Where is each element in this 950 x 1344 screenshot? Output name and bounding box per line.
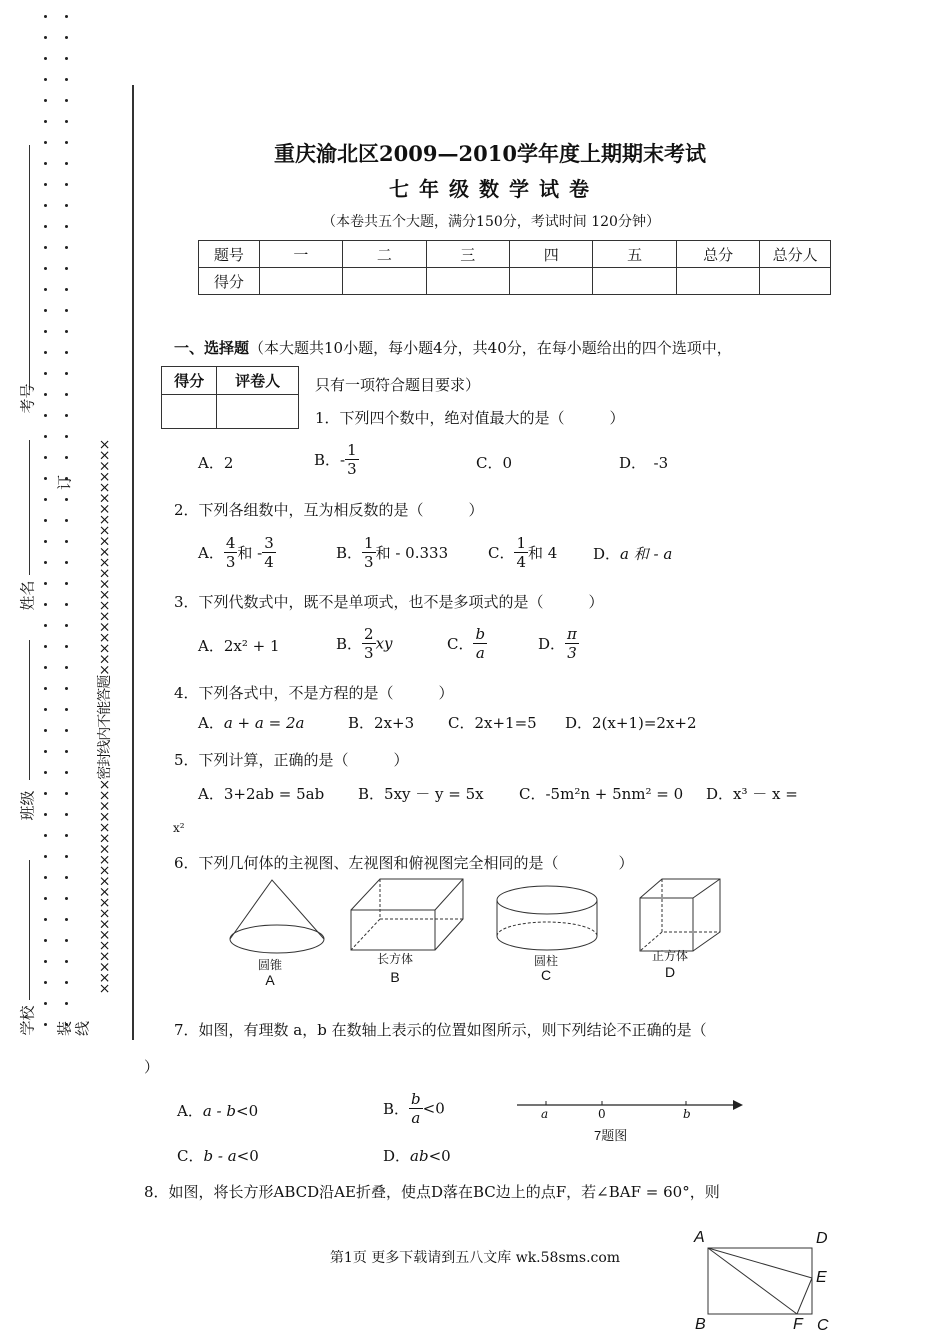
q2-c-frac [514, 534, 528, 571]
q4-stem: 4．下列各式中，不是方程的是（ ） [174, 684, 454, 702]
exam-no-label: 考号 [18, 383, 37, 414]
binding-dot [44, 246, 47, 249]
binding-dot [44, 99, 47, 102]
number-line-arrow [733, 1100, 743, 1110]
point-d-label: D [816, 1230, 828, 1247]
q7-stem-cont: ） [144, 1058, 160, 1076]
q6-stem: 6．下列几何体的主视图、左视图和俯视图完全相同的是（ ） [174, 854, 634, 872]
frac-den: a [475, 644, 485, 662]
frac-num: 3 [264, 534, 274, 552]
option-prefix: D． [383, 1147, 411, 1165]
score-cell: 二 [343, 241, 426, 268]
binding-dot [65, 687, 68, 690]
score-input-cell[interactable] [510, 268, 593, 295]
binding-dot [44, 57, 47, 60]
frac-den: 3 [347, 460, 357, 478]
axis-label-a: a [541, 1107, 549, 1121]
binding-dot [44, 750, 47, 753]
binding-dot [44, 813, 47, 816]
binding-dot [44, 582, 47, 585]
binding-dot [44, 561, 47, 564]
score-cell: 三 [426, 241, 509, 268]
binding-dot [44, 939, 47, 942]
binding-dot [65, 729, 68, 732]
binding-dot [44, 351, 47, 354]
binding-dot [65, 36, 68, 39]
binding-dot [65, 876, 68, 879]
option-text: <0 [236, 1102, 259, 1120]
q1-option-a: A．2 [198, 454, 234, 472]
axis-label-b: b [683, 1107, 691, 1121]
class-line [29, 640, 30, 780]
q2-a-frac1 [224, 534, 238, 571]
binding-dot [65, 561, 68, 564]
binding-dot [65, 855, 68, 858]
grader-box [161, 366, 299, 429]
binding-dot [65, 372, 68, 375]
class-label: 班级 [18, 790, 37, 821]
shape-b-letter: B [390, 969, 400, 985]
binding-dot [65, 204, 68, 207]
option-text: ab [410, 1147, 429, 1165]
option-text: <0 [422, 1099, 445, 1118]
point-f-label: F [793, 1316, 803, 1333]
score-input-cell[interactable] [426, 268, 509, 295]
frac-num: 1 [347, 441, 357, 459]
frac-den: 4 [516, 553, 527, 571]
q1-option-b [314, 441, 359, 478]
option-prefix: C． [488, 544, 515, 562]
q7-option-a [177, 1100, 258, 1121]
q3-b-frac [362, 625, 376, 662]
section1-instructions-cont: 只有一项符合题目要求） [315, 376, 481, 394]
binding-dot [44, 120, 47, 123]
frac-num: 4 [225, 534, 236, 552]
xian-label: 线 [73, 1021, 92, 1037]
score-table-header-row [199, 241, 831, 268]
binding-dot [65, 603, 68, 606]
q2-option-a [198, 534, 276, 571]
binding-dot [44, 78, 47, 81]
section1-heading-line [174, 337, 732, 358]
cylinder-shape [497, 886, 597, 950]
binding-dot [65, 456, 68, 459]
option-prefix: D． [538, 635, 566, 653]
point-b-label: B [695, 1316, 706, 1333]
score-input-cell[interactable] [259, 268, 342, 295]
binding-dot [65, 414, 68, 417]
q1-stem: 1．下列四个数中，绝对值最大的是（ ） [315, 409, 625, 427]
option-text: b - a [203, 1147, 237, 1165]
option-prefix: C． [447, 635, 474, 653]
ding-label: 订 [55, 475, 74, 491]
name-line [29, 440, 30, 575]
q7-b-frac [409, 1090, 423, 1127]
option-prefix: D． [593, 545, 621, 563]
q2-option-c [488, 534, 557, 571]
option-text: <0 [236, 1147, 259, 1165]
frac-num: b [411, 1090, 421, 1108]
binding-dot [65, 15, 68, 18]
binding-dot [65, 1002, 68, 1005]
binding-dot [65, 330, 68, 333]
score-cell: 一 [259, 241, 342, 268]
binding-dot [65, 897, 68, 900]
q7-option-d [383, 1145, 451, 1166]
shape-a-letter: A [265, 972, 275, 988]
frac-num: 1 [516, 534, 527, 552]
q2-option-d [593, 543, 672, 564]
seal-warning-text: ××××××××××××××××××××密封线内不能答题×××××××××××××××××××××× [97, 439, 113, 995]
binding-dot [44, 771, 47, 774]
binding-dot [44, 897, 47, 900]
binding-dot [44, 330, 47, 333]
binding-dot [65, 498, 68, 501]
q4-option-b: B．2x+3 [348, 714, 415, 732]
frac-den: 3 [364, 553, 374, 571]
shape-c-letter: C [540, 967, 552, 983]
score-cell: 总分人 [760, 241, 831, 268]
binding-dot [44, 855, 47, 858]
option-text: a - b [202, 1102, 236, 1120]
frac-den: a [411, 1109, 421, 1127]
binding-dot [65, 918, 68, 921]
score-input-cell[interactable] [676, 268, 759, 295]
frac-num: 1 [364, 534, 374, 552]
binding-dot [44, 15, 47, 18]
binding-dot [44, 729, 47, 732]
binding-dot [44, 645, 47, 648]
segment-fe [797, 1278, 812, 1314]
binding-dot [65, 981, 68, 984]
q3-option-c [447, 625, 487, 662]
binding-dot [44, 519, 47, 522]
score-cell: 五 [593, 241, 676, 268]
axis-label-zero: 0 [598, 1107, 606, 1121]
score-cell: 题号 [199, 241, 260, 268]
q7-option-c [177, 1145, 259, 1166]
binding-dot [65, 666, 68, 669]
binding-dot [65, 540, 68, 543]
q7-stem: 7．如图，有理数 a，b 在数轴上表示的位置如图所示，则下列结论不正确的是（ [174, 1021, 707, 1039]
score-table-score-row [199, 268, 831, 295]
frac-num: 2 [364, 625, 374, 643]
q2-a-frac2 [262, 534, 276, 571]
binding-dot [44, 456, 47, 459]
q5-option-d-cont: x² [173, 821, 185, 835]
q5-option-c: C．-5m²n + 5nm² = 0 [519, 785, 684, 803]
binding-dot [44, 960, 47, 963]
frac-den: 4 [264, 553, 274, 571]
q2-option-b [336, 534, 448, 571]
shape-c-name: 圆柱 [533, 954, 558, 968]
option-prefix: B． [383, 1100, 410, 1118]
binding-dot [65, 99, 68, 102]
score-input-cell[interactable] [593, 268, 676, 295]
score-input-cell[interactable] [760, 268, 831, 295]
exam-subtitle: 七年级数学试卷 [389, 177, 599, 201]
frac-num: π [567, 625, 577, 643]
binding-dot [65, 309, 68, 312]
binding-dot [44, 708, 47, 711]
binding-dot [65, 813, 68, 816]
binding-dot [65, 120, 68, 123]
binding-dot [65, 246, 68, 249]
option-prefix: C． [177, 1147, 204, 1165]
q2-stem: 2．下列各组数中，互为相反数的是（ ） [174, 501, 484, 519]
binding-dot [65, 750, 68, 753]
binding-dot [65, 288, 68, 291]
shape-d-name: 正方体 [651, 949, 688, 963]
binding-dot [65, 960, 68, 963]
point-c-label: C [817, 1317, 829, 1334]
binding-dot [44, 540, 47, 543]
binding-dot [44, 372, 47, 375]
binding-dot [44, 435, 47, 438]
grader-score-label: 得分 [162, 367, 217, 395]
binding-dot [44, 36, 47, 39]
score-cell: 四 [510, 241, 593, 268]
binding-dot [44, 624, 47, 627]
binding-dot [44, 981, 47, 984]
binding-dot [44, 204, 47, 207]
q5-option-d: D．x³ － x = [706, 785, 798, 803]
binding-dot [44, 309, 47, 312]
q4-option-c: C．2x+1=5 [448, 714, 537, 732]
score-row-label: 得分 [199, 268, 260, 295]
school-line [29, 860, 30, 1000]
binding-dot [44, 834, 47, 837]
frac-den: 3 [225, 553, 236, 571]
binding-dot [65, 582, 68, 585]
q2-b-frac [362, 534, 376, 571]
school-label: 学校 [18, 1005, 37, 1036]
binding-dot [44, 498, 47, 501]
q7-number-line [515, 1096, 745, 1116]
score-cell: 总分 [676, 241, 759, 268]
q4-option-d: D．2(x+1)=2x+2 [565, 714, 697, 732]
grader-name-cell[interactable] [217, 395, 299, 429]
q1-option-c: C．0 [476, 454, 513, 472]
binding-dot [44, 666, 47, 669]
binding-dot [65, 939, 68, 942]
q7-figure-caption: 7题图 [594, 1128, 628, 1143]
exam-note: （本卷共五个大题，满分150分，考试时间 120分钟） [322, 214, 660, 230]
q3-stem: 3．下列代数式中，既不是单项式，也不是多项式的是（ ） [174, 593, 604, 611]
option-text: a 和 - a [620, 545, 673, 563]
option-prefix: B． [336, 544, 363, 562]
option-text: 和 - 0.333 [375, 544, 449, 562]
grader-label: 评卷人 [217, 367, 299, 395]
shape-b-name: 长方体 [376, 952, 413, 966]
q3-option-d [538, 625, 579, 662]
binding-dot [44, 876, 47, 879]
binding-dot [65, 834, 68, 837]
option-text: <0 [428, 1147, 451, 1165]
q3-c-frac [473, 625, 487, 662]
binding-dot [44, 1023, 47, 1026]
binding-dot [44, 792, 47, 795]
q1-b-prefix: B．- [314, 451, 346, 469]
q5-stem: 5．下列计算，正确的是（ ） [174, 751, 409, 769]
frac-num: b [475, 625, 486, 643]
shape-a-name: 圆锥 [257, 958, 282, 972]
binding-dot [65, 645, 68, 648]
option-text: 和 - [237, 544, 263, 562]
binding-dot [65, 624, 68, 627]
binding-dot [65, 351, 68, 354]
option-prefix: A． [198, 714, 224, 732]
q5-option-a: A．3+2ab = 5ab [198, 785, 325, 803]
binding-dot [65, 435, 68, 438]
binding-dot [44, 267, 47, 270]
binding-dot [44, 414, 47, 417]
q4-option-a [198, 712, 304, 733]
grader-score-cell[interactable] [162, 395, 217, 429]
point-a-label: A [694, 1229, 705, 1246]
cube-shape [640, 879, 720, 951]
frac-den: 3 [567, 644, 577, 662]
score-table [198, 240, 831, 295]
q3-d-frac [565, 625, 579, 662]
q3-option-b [336, 625, 393, 662]
option-text: 和 4 [528, 544, 558, 562]
cuboid-shape [351, 879, 463, 950]
binding-dot [65, 57, 68, 60]
binding-dot [44, 687, 47, 690]
cone-shape [230, 880, 324, 953]
binding-dot [44, 288, 47, 291]
q1-b-fraction [345, 441, 359, 478]
q1-option-d: D． -3 [619, 454, 669, 472]
binding-dot [44, 1002, 47, 1005]
binding-dot [65, 519, 68, 522]
page-footer: 第1页 更多下载请到五八文库 wk.58sms.com [329, 1250, 621, 1266]
q3-option-a: A．2x² + 1 [198, 637, 280, 655]
section1-instructions: （本大题共10小题，每小题4分，共40分，在每小题给出的四个选项中， [249, 339, 732, 357]
binding-dot [65, 393, 68, 396]
binding-dot [65, 78, 68, 81]
binding-dot [65, 267, 68, 270]
shape-d-letter: D [664, 964, 676, 980]
name-label: 姓名 [18, 580, 37, 611]
q7-option-b [383, 1090, 445, 1127]
binding-dot [44, 603, 47, 606]
binding-dot [44, 477, 47, 480]
zhuang-label: 装 [55, 1021, 74, 1037]
binding-dot [65, 771, 68, 774]
option-text: a + a = 2a [223, 714, 305, 732]
score-input-cell[interactable] [343, 268, 426, 295]
binding-dot [65, 708, 68, 711]
section1-heading: 一、选择题 [174, 339, 250, 357]
option-prefix: B． [336, 635, 363, 653]
q5-option-b: B．5xy － y = 5x [358, 785, 484, 803]
binding-dot [65, 792, 68, 795]
option-text: xy [375, 634, 393, 653]
binding-dot [44, 393, 47, 396]
option-prefix: A． [198, 544, 224, 562]
option-prefix: A． [177, 1102, 203, 1120]
frac-den: 3 [364, 644, 374, 662]
exam-title: 重庆渝北区2009—2010学年度上期期末考试 [274, 141, 706, 166]
point-e-label: E [816, 1269, 827, 1286]
q8-stem: 8．如图，将长方形ABCD沿AE折叠，使点D落在BC边上的点F，若∠BAF = 60°，则 [144, 1183, 720, 1201]
binding-dot [44, 918, 47, 921]
